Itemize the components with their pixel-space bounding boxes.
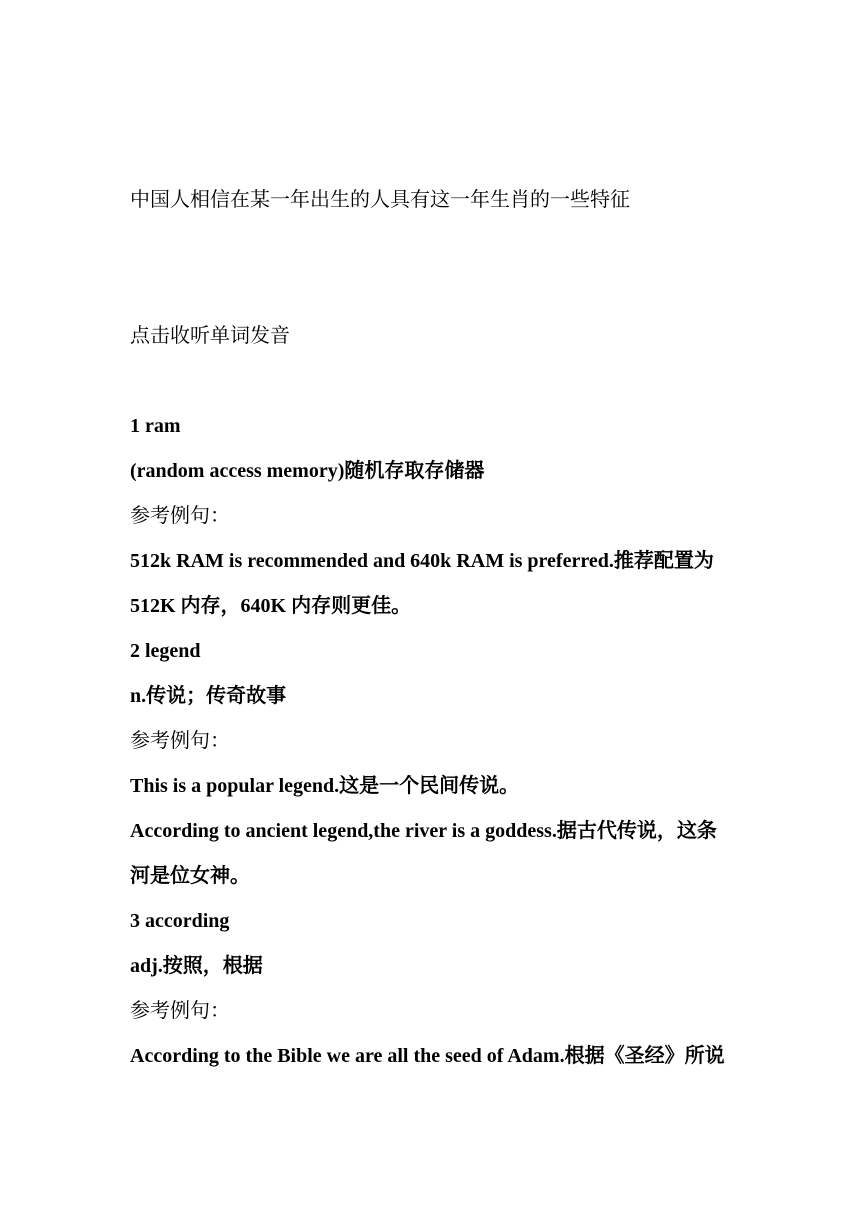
example-sentence: 512k RAM is recommended and 640k RAM is preferred.推荐配置为: [130, 550, 714, 572]
example-sentence: According to ancient legend,the river is a goddess.据古代传说，这条: [130, 820, 717, 842]
example-sentence: According to the Bible we are all the seed of Adam.根据《圣经》所说: [130, 1045, 725, 1067]
entry-definition: adj.按照，根据: [130, 955, 263, 977]
example-label: 参考例句：: [130, 1000, 230, 1022]
entry-word: 2 legend: [130, 640, 201, 662]
entry-definition: n.传说；传奇故事: [130, 685, 287, 707]
example-label: 参考例句：: [130, 505, 230, 527]
example-sentence: 河是位女神。: [130, 865, 250, 887]
document-title: 中国人相信在某一年出生的人具有这一年生肖的一些特征: [130, 189, 630, 211]
entry-definition: (random access memory)随机存取存储器: [130, 460, 485, 482]
entry-word: 1 ram: [130, 415, 181, 437]
example-sentence: 512K 内存，640K 内存则更佳。: [130, 595, 412, 617]
entry-word: 3 according: [130, 910, 230, 932]
example-label: 参考例句：: [130, 730, 230, 752]
audio-hint-link[interactable]: 点击收听单词发音: [130, 325, 290, 347]
example-sentence: This is a popular legend.这是一个民间传说。: [130, 775, 520, 797]
